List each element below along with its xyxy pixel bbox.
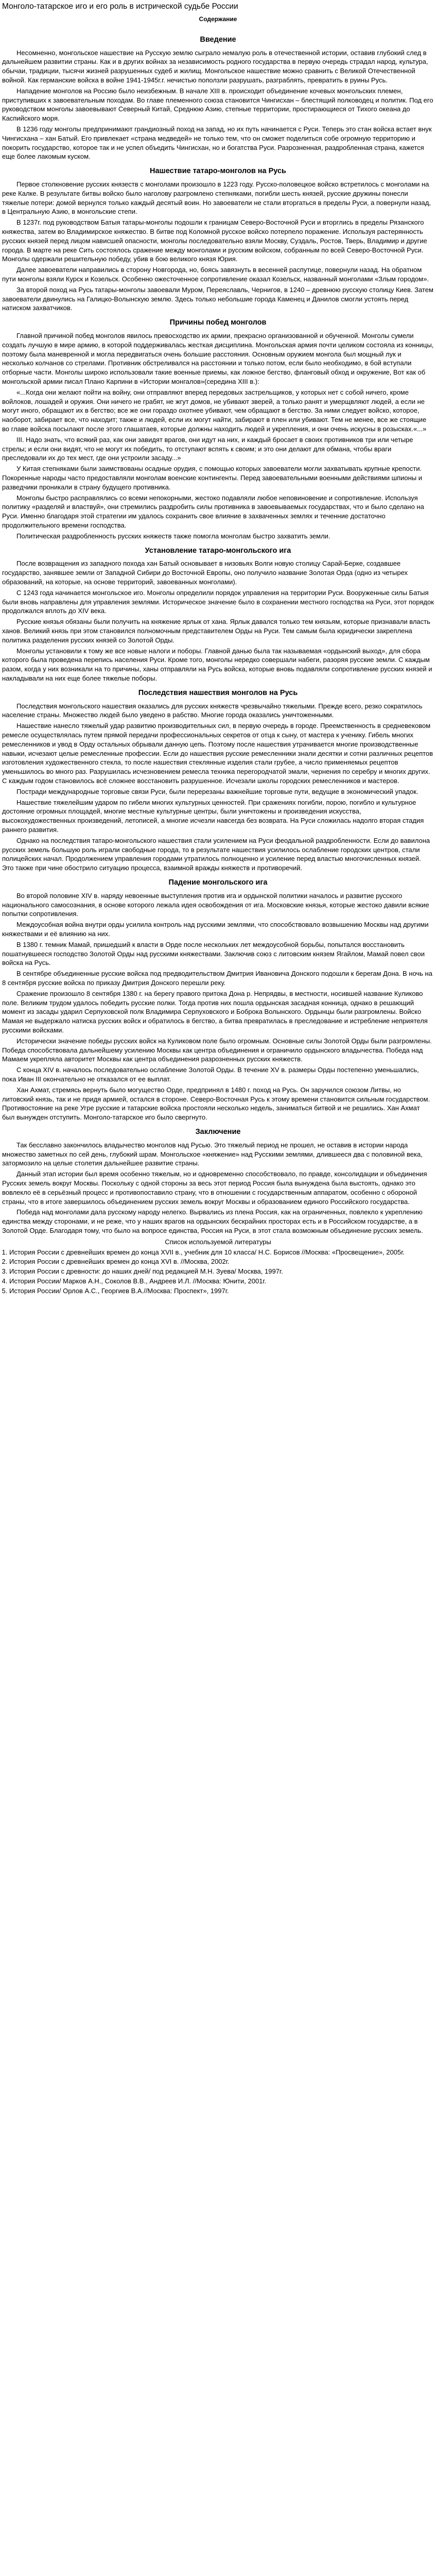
section	[2, 878, 434, 1122]
section-heading: Последствия нашествия монголов на Русь	[138, 688, 298, 697]
section-heading: Установление татаро-монгольского ига	[145, 546, 291, 555]
paragraph: Главной причиной побед монголов явилось превосходство их армии, прекрасно организованной и обученной. Монголы сумели создать лучшую в мире армию, в которой поддерживалась жесткая дисциплина. Монгольская армия почти целиком состояла из конницы, поэтому была маневренной и могла передвигаться очень большие расстояния. Основным оружием монгола был мощный лук и несколько колчанов со стрелами. Противник обстреливался на расстоянии и только потом, если было необходимо, в бой вступали отборные части. Монголы широко использовали такие военные приемы, как ложное бегство, фланговый обход и окружение, Вот как об монгольской армии писал Плано Карпини в «Истории монгалов»(середина XIII в.):	[2, 331, 434, 385]
references-title: Список используемой литературы	[165, 1238, 271, 1246]
toc-label: Содержание	[199, 15, 237, 23]
paragraph: Первое столкновение русских князеств с монголами произошло в 1223 году. Русско-половецкое войско встретилось с монголами на реке Калке. В результате битвы войско было наголову разгромлено степняками, погибли шесть князей, русские дружины понесли тяжелые потери: домой вернулся только каждый десятый воин. Но завоеватели не стали вторгаться в пределы Руси, а повернули назад, в Центральную Азию, в монгольские степи.	[2, 180, 431, 216]
paragraph: Далее завоеватели направились в сторону Новгорода, но, боясь завязнуть в весенней распутице, повернули назад. На обратном пути монголы взяли Курск и Козельск. Особенно ожесточенное сопротивление оказал Козельск, названный монголами «Злым городом».	[2, 266, 429, 283]
paragraph: III. Надо знать, что всякий раз, как они завидят врагов, они идут на них, и каждый бросает в своих противников три или четыре стрелы; и если они видят, что не могут их победить, то отступают вспять к своим; и это они делают для обмана, чтобы враги преследовали их до тех мест, где они устроили засаду...»	[2, 435, 413, 462]
paragraph: Нападение монголов на Россию было неизбежным. В начале XIII в. происходит объединение кочевых монгольских племен, приступивших к завоевательным походам. Во главе племенного союза становится Чингисхан – блестящий полководец и политик. Под его руководством монголы завоевывают Северный Китай, Среднюю Азию, степные территории, простирающиеся от Тихого океана до Каспийского моря.	[2, 87, 433, 123]
paragraph: Постради международные торговые связи Руси, были перерезаны важнейшие торговые пути, ведущие в экономический упадок.	[16, 787, 418, 795]
paragraph: Исторически значение победы русских войск на Куликовом поле было огромным. Основные силы Золотой Орды были разгромлены. Победа способствовала дальнейшему усилению Москвы как центра объединения и ограничило ордынского владычества. Победа над Мамаем укрепляла авторитет Москвы как центра объединения разрозненных русских княжеств.	[2, 1037, 432, 1063]
paragraph: «...Когда они желают пойти на войну, они отправляют вперед передовых застрельщиков, у которых нет с собой ничего, кроме войлоков, лошадей и оружия. Они ничего не грабят, не жгут домов, не убивают зверей, а только ранят и умерщвляют людей, а если не могут иного, обращают их в бегство; все же они гораздо охотнее убивают, чем обращают в бегство. За ними следует войско, которое, наоборот, забирает все, что находит; также и людей, если их могут найти, забирают в плен или убивают. Тем не менее, все же стоящие во главе войска посылают после этого глашатаев, которые должны находить людей и укрепления, и они очень искусны в розысках.«...»	[2, 388, 427, 433]
paragraph: С 1243 года начинается монгольское иго. Монголы определили порядок управления на территории Руси. Вооруженные силы Батыя были вновь направлены для управления землями. Историческое значение было в сохранении местного господства на Руси, этот порядок продолжался вплоть до XIV века.	[2, 588, 434, 615]
section-heading: Нашествие татаро-монголов на Русь	[150, 167, 286, 176]
paragraph: За второй поход на Русь татары-монголы завоевали Муром, Переяславль, Чернигов, в 1240 – древнюю русскую столицу Киев. Затем завоеватели двинулись на Галицко-Волынскую землю. Здесь только небольшие города Каменец и Данилов смогли устоять перед натиском захватчиков.	[2, 285, 433, 312]
reference-item: 2. История России с древнейших времен до конца XVI в. //Москва, 2002г.	[9, 1257, 434, 1266]
paragraph: Монголы установили к тому же все новые налоги и поборы. Главной данью была так называемая «ордынский выход», для сбора которого была проведена перепись населения Руси. Кроме того, монголы нередко совершали набеги, разоряя русские земли. С каждым разом, когда у них возникали на то причины, ханы отправляли на Русь войска, которые вновь подавляли сопротивление русских князей и накладывали на них еще более тяжелые поборы.	[2, 647, 432, 682]
references-list	[2, 1248, 434, 1296]
reference-item: 3. История России с древности: до наших дней/ под редакцией М.Н. Зуева/ Москва, 1997г.	[9, 1267, 434, 1276]
section-heading: Заключение	[195, 1127, 241, 1136]
paragraph: Нашествие тяжелейшим ударом по гибели многих культурных ценностей. При сражениях погибли, порою, погибло и культурное достояние огромных площадей, многие местные культурные центры, были уничтожены и произведения искусства, высокохудожественных произведений, летописей, а многие исчезли навсегда без возврата. На Руси сложилась надолго вторая стадия раннего развития.	[2, 798, 424, 834]
paragraph: Междоусобная война внутри орды усилила контроль над русскими землями, что способствовало возвышению Москвы над другими княжествами и её влиянию на них.	[2, 921, 429, 938]
paragraph: У Китая степняками были заимствованы осадные орудия, с помощью которых завоеватели могли захватывать крупные крепости. Покоренные народы часто предоставляли монголам военские контингенты. Перед завоевательными военными действиями шпионы и разведчики проникали в страну будущего противника.	[2, 465, 423, 491]
paragraph: Последствия монгольского нашествия оказались для русских княжеств чрезвычайно тяжелыми. Прежде всего, резко сократилось население страны. Множество людей было уведено в рабство. Многие города оказались уничтоженными.	[2, 702, 423, 719]
paragraph: Во второй половине XIV в. наряду невоенные выступления против ига и ордынской политики началось и развитие русского национального самосознания, в основе которого лежала идея освобождения от ига. Московские князья, которые жестоко давили всякие попытки сопротивления.	[2, 891, 429, 918]
paragraph: Данный этап истории был время особенно тяжелым, но и одновременно способствовало, по правде, консолидации и объединения Русских земель вокруг Москвы. Поскольку с одной стороны за весь этот период Россия была вынуждена была выстоять, однако это вовлекло её в серьёзный процесс и противопоставило страну, что в отношении с государственным аппаратом, особенно с обороной страны, что в итоге завершилось объединением русских земель вокруг Москвы и образованием единого Российского государства.	[2, 1170, 427, 1206]
paragraph: Несомненно, монгольское нашествие на Русскую землю сыграло немалую роль в отечественной истории, оставив глубокий след в дальнейшем развитии страны. Как и в других войнах за независимость родного государства в первую очередь страдал народ, культура, обычаи, традиции, тысячи жизней разрушенных судеб и жилищ. Монгольское нашествие можно сравнить с Великой Отечественной войной. Как германские войска в войне 1941-1945г.г. нечистью поползли разрушать, разграблять, превратить в руины Русь.	[2, 48, 428, 84]
paragraph: Монголы быстро расправлялись со всеми непокорными, жестоко подавляли любое неповиновение и сопротивление. Используя политику «разделяй и властвуй», они стремились раздробить силы противника в завоевываемых государствах, что и было сделано на Руси. Именно благодаря этой стратегии им удалось сохранить свое влияние в захваченных землях и теченние достаточно продолжительного времени господства.	[2, 494, 424, 529]
paragraph: Так бесславно закончилось владычество монголов над Русью. Это тяжелый период не прошел, не оставив в истории народа множество заметных по сей день, глубокий шрам. Монгольское «княжение» над Русскими землями, длившееся два с половиной века, затормозило на целые столетия дальнейшее развитие страны.	[2, 1141, 423, 1167]
paragraph: В 1237г. под руководством Батыя татары-монголы подошли к границам Северо-Восточной Руси и вторглись в пределы Рязанского княжества, затем во Владимирское княжество. В битве под Коломной русское войско потерпело поражение. Используя растерянность русских князей перед лицом нависшей опасности, монголы последовательно взяли Москву, Суздаль, Ростов, Тверь, Владимир и другие города. В марте на реке Сить состоялось сражение между монголами и русским войском, собранным по всей Северо-Восточной Руси. Монголы одержали решительную победу, убив в бою великого князя Юрия.	[2, 218, 427, 263]
document-title: Монголо-татарское иго и его роль в истрической судьбе России	[2, 2, 238, 11]
section	[2, 35, 434, 161]
paragraph: Политическая раздробленность русских княжеств также помогла монголам быстро захватить земли.	[16, 532, 330, 540]
paragraph: Нашествие нанесло тяжелый удар развитию производительных сил, в первую очередь в городе. Преемственность в средневековом ремесле осуществлялась путем прямой передачи профессиональных секретов от отца к сыну, от мастера к ученику. Гибель многих ремесленников и увод в Орду остальных обрывали данную цепь. Поэтому после нашествия утрачивается многие производственные навыки, исчезают целые ремесленные профессии. Если до нашествия русские ремесленники знали десятки и сотни различных рецептов изготовления художественного стекла, то после нашествия стеклянные изделия стали грубее, а число применяемых рецептов уменьшилось во много раз. Разрушилась исчезновением ремесла техника перегородчатой эмали, чернения по серебру и многих других. С каждым годом становилось всё сложнее восстановить разрушенное. Исчезали школы городских ремесленников и мастеров.	[2, 722, 433, 785]
section-heading: Причины побед монголов	[169, 318, 267, 327]
reference-item: 5. История России/ Орлов А.С., Георгиев В.А.//Москва: Проспект», 1997г.	[9, 1286, 434, 1296]
reference-item: 4. История России/ Марков А.Н., Соколов В.В., Андреев И.Л. //Москва: Юнити, 2001г.	[9, 1277, 434, 1286]
section	[2, 1127, 434, 1235]
paragraph: Однако на последствия татаро-монгольского нашествия стали усилением на Руси феодальной раздробленности. Если до вавилона русских земель большую роль играли свободные города, то в результате нашествия усилилось ослабление городских центров, стали полицейских начал. Продолжением управления городами утратилось полноценно и усиление перед властью многочисленных князей. Это также при чине обострило ситуацию процесса, взаимной вражды княжеств и противоречий.	[2, 836, 430, 872]
paragraph: С конца XIV в. началось последовательно ослабление Золотой Орды. В течение XV в. размеры Орды постепенно уменьшались, пока Иван III окончательно не отказался от ее выплат.	[2, 1066, 419, 1083]
paragraph: В 1380 г. темник Мамай, пришедший к власти в Орде после нескольких лет междоусобной борьбы, попытался восстановить пошатнувшееся господство Золотой Орды над русскими княжествами. Заключив союз с литовским князем Ягайлом, Мамай повел свои войска на Русь.	[2, 940, 425, 967]
section	[2, 318, 434, 540]
section	[2, 688, 434, 873]
paragraph: Сражение произошло 8 сентября 1380 г. на берегу правого притока Дона р. Непрядвы, в местности, носившей название Куликово поле. Великим трудом удалось победить русские полки. Тогда против них пошла ордынская засадная конница, однако в решающий момент из засады ударил Серпуховской полк Владимира Серпуховского и Боброка Волынского. Ордынцы были разгромлены. Войско Мамая не выдержало натиска русских войск и обратилось в бегство, а битва превратилась в преследование и истребление неприятеля русскими войсками.	[2, 989, 428, 1034]
paragraph: Победа над монголами дала русскому народу нелегко. Вырвались из плена Россия, как на ограниченных, повлекло к укреплению единства между сторонами, и не реже, что у наших врагов на ордынских бескрайних просторах есть и в Российском государстве, а в Золотой Орде. Благодаря тому, что было на вопросе единства, Россия на Руси, в этот стала возможным объединение русских земель.	[2, 1208, 423, 1234]
paragraph: В сентябре объединенные русские войска под предводительством Дмитрия Ивановича Донского подошли к берегам Дона. В ночь на 8 сентября русские войска по приказу Дмитрия Донского перешли реку.	[2, 970, 432, 987]
paragraph: Русские князья обязаны были получить на княжение ярлык от хана. Ярлык давался только тем князьям, которые признавали власть ханов. Великий князь при этом становился полномочным представителем Орды на Руси. Тем самым была юридически закреплена политика разделения русских князей со Золотой Орды.	[2, 618, 430, 644]
paragraph: Хан Ахмат, стремясь вернуть было могущество Орде, предпринял в 1480 г. поход на Русь. Он заручился союзом Литвы, но литовский князь, так и не придя армией, остался в стороне. Северо-Восточная Русь к этому времени становится сильным государством. Противостояние на реке Угре русские и татарские войска простояли несколько недель, заниматься битвой и не решились. Хан Ахмат был вынужден отступить. Монголо-татарское иго было свергнуто.	[2, 1086, 430, 1122]
reference-item: 1. История России с древнейших времен до конца XVII в., учебник для 10 класса/ Н.С. Борисов //Москва: «Просвещение», 2005г.	[9, 1248, 434, 1257]
section	[2, 166, 434, 313]
section-heading: Введение	[200, 35, 236, 44]
section	[2, 546, 434, 683]
paragraph: После возвращения из западного похода хан Батый основывает в низовьях Волги новую столицу Сарай-Берке, создавшее государство, занявшее земли от Западной Сибири до Восточной Европы, оно получило название Золотая Орда (одно из четырех образований, на которые, на основе территорий, завоеванных монголами).	[2, 560, 408, 586]
section-heading: Падение монгольского ига	[168, 878, 268, 887]
document-body	[2, 35, 434, 1235]
references-section	[2, 1238, 434, 1296]
paragraph: В 1236 году монголы предпринимают грандиозный поход на запад, но их путь начинается с Руси. Теперь это стан войска встает внук Чингисхана – хан Батый. Его привлекает «страна медведей» не только тем, что он сможет поделиться собе огромную территорию и покорить государство, которое так и не успел объедить Чингисхан, но и богатства Руси. Разрозненная, раздробленная страна, кажется еще более лакомым куском.	[2, 125, 432, 161]
